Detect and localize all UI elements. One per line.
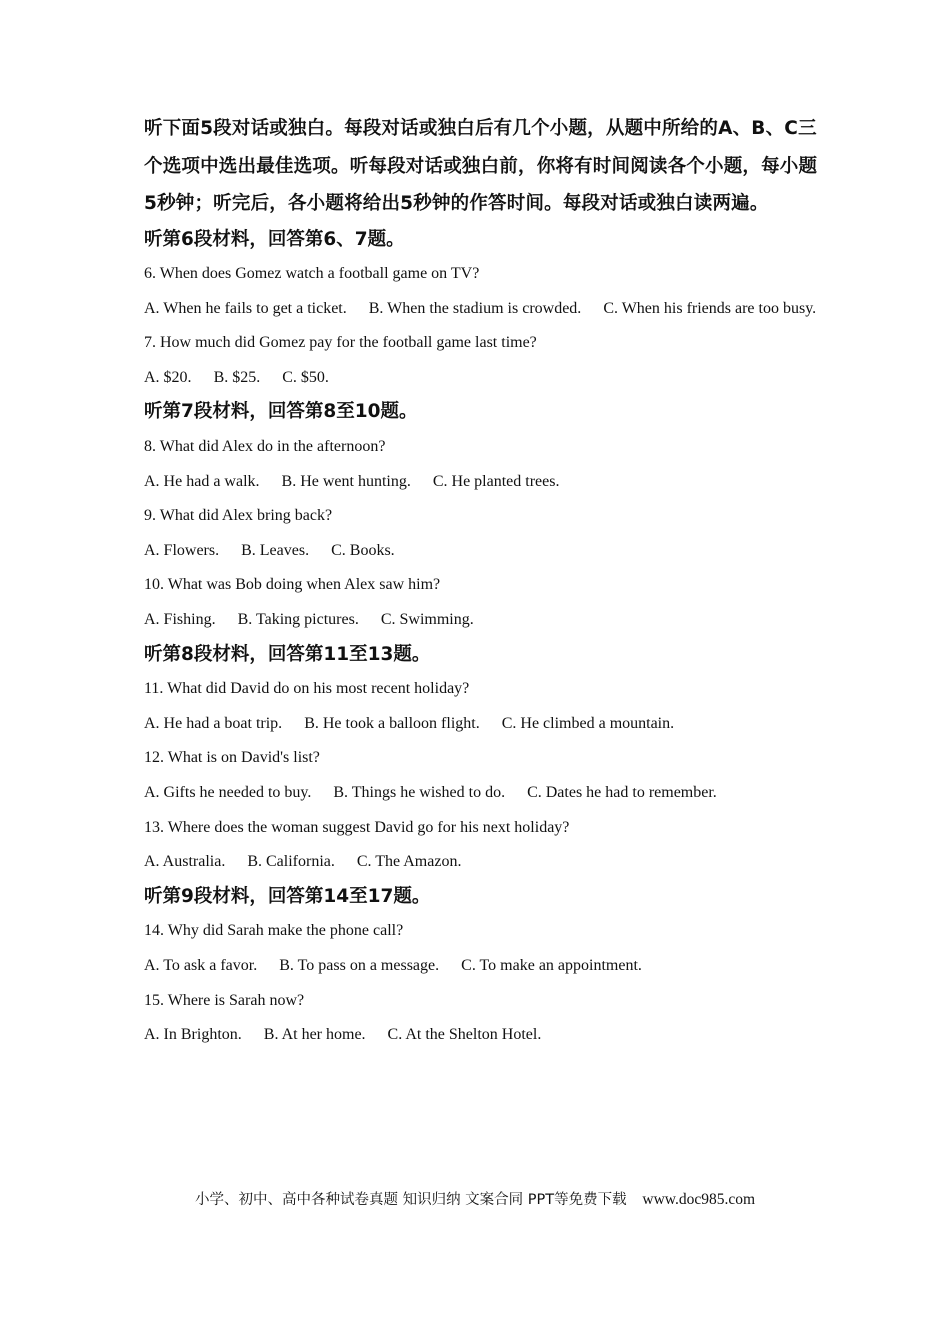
answer-option: C. He climbed a mountain. <box>501 714 675 732</box>
section-heading: 听第8段材料，回答第11至13题。 <box>144 643 431 665</box>
instructions: 听下面5段对话或独白。每段对话或独白后有几个小题，从题中所给的A、B、C三个选项中选出最佳选项。听每段对话或独白前，你将有时间阅读各个小题，每小题5秒钟；听完后，各小题将给出5秒钟的作答时间。每段对话或独白读两遍。 <box>144 118 818 214</box>
question-text: 7. How much did Gomez pay for the football game last time? <box>144 334 537 352</box>
answer-option: B. Things he wished to do. <box>333 784 506 801</box>
options-row <box>144 776 824 811</box>
options-row <box>144 845 824 880</box>
options-row <box>144 292 824 327</box>
answer-option: B. He went hunting. <box>281 472 411 490</box>
question-text: 9. What did Alex bring back? <box>144 507 333 525</box>
answer-option: B. Leaves. <box>241 541 310 559</box>
options-row <box>144 603 824 638</box>
question-text: 13. Where does the woman suggest David go for his next holiday? <box>144 818 570 836</box>
options-row <box>144 707 824 742</box>
answer-option: A. $20. <box>144 368 192 386</box>
answer-option: C. Dates he had to remember. <box>527 784 717 801</box>
answer-option: B. California. <box>247 853 335 871</box>
answer-option: C. Swimming. <box>380 611 474 629</box>
answer-option: A. He had a walk. <box>144 472 260 490</box>
question-text: 12. What is on David's list? <box>144 749 320 767</box>
exam-page <box>144 110 824 1053</box>
footer-text: 小学、初中、高中各种试卷真题 知识归纳 文案合同 PPT等免费下载 <box>194 1192 627 1208</box>
answer-option: B. To pass on a message. <box>279 956 440 974</box>
section-heading: 听第6段材料，回答第6、7题。 <box>144 228 405 250</box>
answer-option: A. Flowers. <box>144 541 220 559</box>
answer-option: B. Taking pictures. <box>237 611 359 629</box>
answer-option: B. $25. <box>213 368 261 386</box>
answer-option: C. He planted trees. <box>432 472 560 490</box>
question-text: 15. Where is Sarah now? <box>144 991 305 1009</box>
answer-option: C. Books. <box>331 541 395 559</box>
section-heading: 听第9段材料，回答第14至17题。 <box>144 885 431 907</box>
options-row <box>144 534 824 569</box>
answer-option: C. When his friends are too busy. <box>603 299 817 317</box>
question-text: 10. What was Bob doing when Alex saw him? <box>144 576 441 594</box>
answer-option: C. The Amazon. <box>356 853 462 871</box>
answer-option: A. Gifts he needed to buy. <box>144 784 312 801</box>
question-text: 11. What did David do on his most recent holiday? <box>144 680 470 698</box>
answer-option: B. At her home. <box>263 1026 366 1044</box>
answer-option: A. Fishing. <box>144 611 216 629</box>
answer-option: A. Australia. <box>144 853 226 871</box>
answer-option: C. $50. <box>282 368 329 386</box>
question-text: 14. Why did Sarah make the phone call? <box>144 922 404 940</box>
answer-option: B. He took a balloon flight. <box>304 714 480 732</box>
question-text: 6. When does Gomez watch a football game on TV? <box>144 265 480 283</box>
options-row <box>144 465 824 500</box>
options-row <box>144 949 824 984</box>
answer-option: B. When the stadium is crowded. <box>368 299 582 317</box>
answer-option: A. To ask a favor. <box>144 956 258 974</box>
options-row <box>144 1018 824 1053</box>
answer-option: A. He had a boat trip. <box>144 714 283 732</box>
section-heading: 听第7段材料，回答第8至10题。 <box>144 401 418 423</box>
options-row <box>144 361 824 396</box>
answer-option: C. To make an appointment. <box>461 956 642 974</box>
answer-option: A. In Brighton. <box>144 1026 242 1044</box>
footer-url[interactable]: www.doc985.com <box>642 1191 756 1208</box>
answer-option: A. When he fails to get a ticket. <box>144 299 347 317</box>
sections <box>144 223 824 1053</box>
footer <box>0 1188 950 1209</box>
question-text: 8. What did Alex do in the afternoon? <box>144 438 386 456</box>
answer-option: C. At the Shelton Hotel. <box>387 1026 542 1044</box>
